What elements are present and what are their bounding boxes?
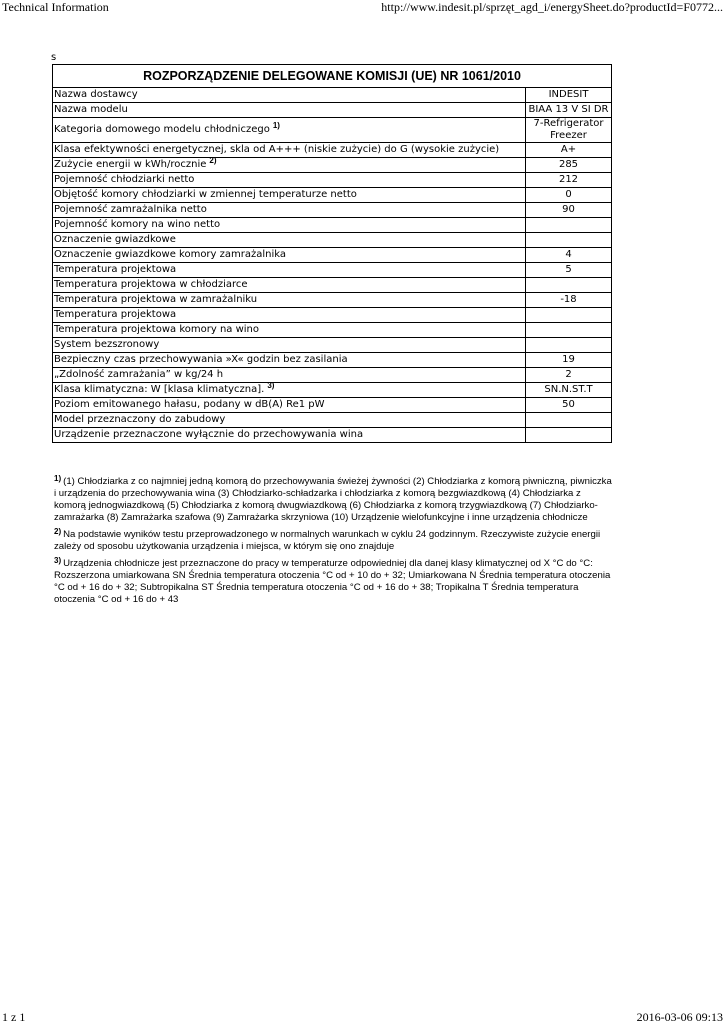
row-label-text: Nazwa modelu bbox=[54, 104, 128, 115]
footnote-ref: 3) bbox=[267, 381, 275, 390]
row-label-text: Temperatura projektowa bbox=[54, 309, 177, 320]
table-row bbox=[53, 218, 612, 233]
row-label-text: Pojemność komory na wino netto bbox=[54, 219, 221, 230]
row-value bbox=[526, 338, 612, 353]
row-label bbox=[53, 188, 526, 203]
row-label-text: Urządzenie przeznaczone wyłącznie do przechowywania wina bbox=[54, 429, 364, 440]
row-label-text: Bezpieczny czas przechowywania »X« godzin bez zasilania bbox=[54, 354, 348, 365]
page-marker: s bbox=[51, 52, 57, 63]
row-label bbox=[53, 338, 526, 353]
table-row bbox=[53, 323, 612, 338]
footnote-text: Urządzenia chłodnicze jest przeznaczone do pracy w temperaturze odpowiedniej dla danej klasy klimatycznej od X °C do °C: Rozszerzona umiarkowana SN Średnia temperatura otoczenia °C od + 10 do + 32; Umiarkowana N Średnia temperatura otoczenia °C od + 16 do + 32; Subtropikalna ST Średnia temperatura otoczenia °C od + 16 do + 38; Tropikalna T Średnia temperatura otoczenia °C od + 16 do + 43 bbox=[54, 558, 611, 605]
table-row bbox=[53, 173, 612, 188]
row-value: -18 bbox=[526, 293, 612, 308]
footnote-number: 2) bbox=[54, 527, 62, 536]
table-row bbox=[53, 353, 612, 368]
table-row bbox=[53, 413, 612, 428]
row-value: 285 bbox=[526, 158, 612, 173]
row-value: 90 bbox=[526, 203, 612, 218]
row-label bbox=[53, 428, 526, 443]
table-row bbox=[53, 398, 612, 413]
row-value bbox=[526, 278, 612, 293]
table-row bbox=[53, 428, 612, 443]
table-row bbox=[53, 278, 612, 293]
row-label bbox=[53, 203, 526, 218]
row-value: 19 bbox=[526, 353, 612, 368]
row-label bbox=[53, 218, 526, 233]
row-label-text: Model przeznaczony do zabudowy bbox=[54, 414, 226, 425]
row-label bbox=[53, 413, 526, 428]
row-label bbox=[53, 323, 526, 338]
table-row bbox=[53, 188, 612, 203]
row-label-text: Klasa efektywności energetycznej, skla od A+++ (niskie zużycie) do G (wysokie zużycie) bbox=[54, 144, 500, 155]
row-label bbox=[53, 293, 526, 308]
row-value: 5 bbox=[526, 263, 612, 278]
row-label-text: Pojemność zamrażalnika netto bbox=[54, 204, 207, 215]
row-label-text: Temperatura projektowa w zamrażalniku bbox=[54, 294, 258, 305]
table-row bbox=[53, 118, 612, 143]
footnote-text: (1) Chłodziarka z co najmniej jedną komorą do przechowywania świeżej żywności (2) Chłodziarka z komorą piwniczną, piwniczka i urządzenia do przechowywania wina (3) Chłodziarko-schładzarka i chłodziarka z komorą bezgwiazdkową (4) Chłodziarka z komorą jednogwiazdkową (5) Chłodziarka z komorą dwugwiazdkową (6) Chłodziarka z komorą trzygwiazdkową (7) Chłodziarko-zamrażarka (8) Zamrażarka szafowa (9) Zamrażarka skrzyniowa (10) Urządzenie wielofunkcyjne i inne urządzenia chłodnicze bbox=[54, 476, 612, 523]
footnotes bbox=[54, 476, 614, 611]
row-value: 50 bbox=[526, 398, 612, 413]
energy-regulation-table bbox=[52, 64, 612, 443]
footnote-number: 3) bbox=[54, 556, 62, 565]
footnote-number: 1) bbox=[54, 474, 62, 483]
footnote-text: Na podstawie wyników testu przeprowadzonego w normalnych warunkach w cyklu 24 godzinnym. Rzeczywiste zużycie energii zależy od sposobu użytkowania urządzenia i miejsca, w którym się ono znajduje bbox=[54, 529, 601, 552]
row-value: INDESIT bbox=[526, 88, 612, 103]
row-value bbox=[526, 218, 612, 233]
table-row bbox=[53, 308, 612, 323]
row-label bbox=[53, 158, 526, 173]
table-row bbox=[53, 88, 612, 103]
browser-print-url: http://www.indesit.pl/sprzęt_agd_i/energySheet.do?productId=F0772... bbox=[381, 0, 723, 14]
browser-print-title: Technical Information bbox=[2, 0, 109, 14]
row-label-text: Pojemność chłodziarki netto bbox=[54, 174, 195, 185]
row-label bbox=[53, 263, 526, 278]
row-label-text: Oznaczenie gwiazdkowe bbox=[54, 234, 176, 245]
row-label-text: „Zdolność zamrażania” w kg/24 h bbox=[54, 369, 224, 380]
row-label-text: Nazwa dostawcy bbox=[54, 89, 138, 100]
row-label-text: Temperatura projektowa bbox=[54, 264, 177, 275]
row-label bbox=[53, 143, 526, 158]
row-label bbox=[53, 173, 526, 188]
row-label bbox=[53, 118, 526, 143]
footnote bbox=[54, 529, 614, 553]
row-value bbox=[526, 413, 612, 428]
page-counter: 1 z 1 bbox=[2, 1010, 26, 1024]
table-title-row bbox=[53, 65, 612, 88]
row-value: 4 bbox=[526, 248, 612, 263]
row-value: 212 bbox=[526, 173, 612, 188]
footnote bbox=[54, 476, 614, 524]
table-row bbox=[53, 338, 612, 353]
row-label-text: System bezszronowy bbox=[54, 339, 160, 350]
row-label bbox=[53, 278, 526, 293]
table-row bbox=[53, 263, 612, 278]
row-label-text: Oznaczenie gwiazdkowe komory zamrażalnika bbox=[54, 249, 287, 260]
row-label bbox=[53, 368, 526, 383]
footnote-ref: 2) bbox=[209, 156, 217, 165]
row-value bbox=[526, 308, 612, 323]
row-label-text: Temperatura projektowa w chłodziarce bbox=[54, 279, 248, 290]
table-row bbox=[53, 248, 612, 263]
row-value: BIAA 13 V SI DR bbox=[526, 103, 612, 118]
row-value: 7-Refrigerator Freezer bbox=[526, 118, 612, 143]
row-value: 0 bbox=[526, 188, 612, 203]
row-value: SN.N.ST.T bbox=[526, 383, 612, 398]
row-label bbox=[53, 383, 526, 398]
table-row bbox=[53, 103, 612, 118]
row-value bbox=[526, 323, 612, 338]
row-value bbox=[526, 428, 612, 443]
row-value: A+ bbox=[526, 143, 612, 158]
row-value: 2 bbox=[526, 368, 612, 383]
row-label bbox=[53, 353, 526, 368]
table-row bbox=[53, 293, 612, 308]
footnote bbox=[54, 558, 614, 606]
row-label-text: Poziom emitowanego hałasu, podany w dB(A) Re1 pW bbox=[54, 399, 325, 410]
table-row bbox=[53, 233, 612, 248]
row-label bbox=[53, 233, 526, 248]
row-label-text: Temperatura projektowa komory na wino bbox=[54, 324, 259, 335]
footnote-ref: 1) bbox=[272, 121, 280, 130]
row-label-text: Zużycie energii w kWh/rocznie bbox=[54, 159, 207, 170]
table-row bbox=[53, 203, 612, 218]
row-label-text: Klasa klimatyczna: W [klasa klimatyczna]. bbox=[54, 384, 265, 395]
table-title: ROZPORZĄDZENIE DELEGOWANE KOMISJI (UE) NR 1061/2010 bbox=[53, 65, 612, 88]
row-label-text: Kategoria domowego modelu chłodniczego bbox=[54, 124, 270, 135]
table-row bbox=[53, 368, 612, 383]
row-label bbox=[53, 248, 526, 263]
table-row bbox=[53, 158, 612, 173]
row-label-text: Objętość komory chłodziarki w zmiennej temperaturze netto bbox=[54, 189, 357, 200]
table-row bbox=[53, 143, 612, 158]
row-label bbox=[53, 88, 526, 103]
row-label bbox=[53, 398, 526, 413]
table-row bbox=[53, 383, 612, 398]
row-label bbox=[53, 103, 526, 118]
print-timestamp: 2016-03-06 09:13 bbox=[636, 1010, 723, 1024]
row-value bbox=[526, 233, 612, 248]
row-label bbox=[53, 308, 526, 323]
